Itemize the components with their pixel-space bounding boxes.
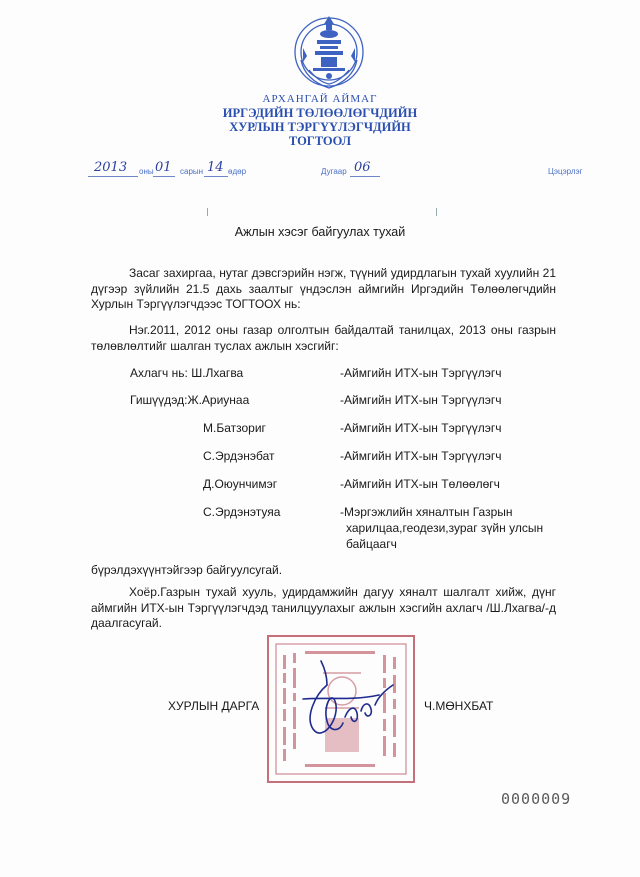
member-name: Д.Оюунчимэг bbox=[203, 477, 278, 491]
member-name: С.Эрдэнэбат bbox=[203, 449, 275, 463]
document-title: Ажлын хэсэг байгуулах тухай bbox=[234, 225, 406, 239]
member-role-line-2: харилцаа,геодези,зураг зүйн улсын bbox=[346, 521, 544, 535]
corner-mark-left bbox=[207, 208, 208, 216]
member-name: Гишүүдэд:Ж.Ариунаа bbox=[130, 393, 250, 407]
member-name: С.Эрдэнэтуяа bbox=[203, 505, 281, 519]
serial-number: 0000009 bbox=[501, 790, 572, 808]
member-role: -Аймгийн ИТХ-ын Тэргүүлэгч bbox=[340, 393, 502, 407]
place-label: Цэцэрлэг bbox=[548, 167, 583, 176]
member-role: -Аймгийн ИТХ-ын Тэргүүлэгч bbox=[340, 421, 502, 435]
composition-text: бүрэлдэхүүнтэйгээр байгуулсугай. bbox=[91, 563, 283, 577]
signatory-name: Ч.МӨНХБАТ bbox=[424, 699, 494, 713]
year-value: 2013 bbox=[94, 160, 128, 175]
month-value: 01 bbox=[155, 160, 172, 175]
handwritten-signature bbox=[283, 655, 403, 755]
header-document-type: ТОГТООЛ bbox=[288, 134, 352, 148]
number-value: 06 bbox=[354, 160, 371, 175]
signatory-position: ХУРЛЫН ДАРГА bbox=[168, 699, 260, 713]
member-name: М.Батзориг bbox=[203, 421, 266, 435]
year-label: оны bbox=[139, 167, 154, 176]
member-role-line-3: байцаагч bbox=[346, 537, 397, 551]
member-role: -Аймгийн ИТХ-ын Төлөөлөгч bbox=[340, 477, 500, 491]
item-one-paragraph: Нэг.2011, 2012 оны газар олголтын байдалтай танилцах, 2013 оны газрын төлөвлөлтийг шалган туслах ажлын хэсгийг: bbox=[91, 323, 556, 353]
header-line-2: ИРГЭДИЙН ТӨЛӨӨЛӨГЧДИЙН bbox=[222, 106, 418, 120]
member-role: -Аймгийн ИТХ-ын Тэргүүлэгч bbox=[340, 449, 502, 463]
member-role: -Аймгийн ИТХ-ын Тэргүүлэгч bbox=[340, 366, 502, 380]
member-name: Ахлагч нь: Ш.Лхагва bbox=[130, 366, 244, 380]
header-line-3: ХУРЛЫН ТЭРГҮҮЛЭГЧДИЙН bbox=[229, 120, 411, 134]
item-two-paragraph: Хоёр.Газрын тухай хууль, удирдамжийн дагуу хяналт шалгалт хийж, дүнг аймгийн ИТХ-ын Тэргүүлэгчдэд танилцуулахыг ажлын хэсгийн ахлагч /Ш.Лхагва/-д даалгасугай. bbox=[91, 585, 556, 630]
day-label: өдөр bbox=[228, 167, 247, 176]
number-label: Дугаар bbox=[321, 167, 347, 176]
state-emblem-icon bbox=[291, 10, 367, 92]
member-role: -Мэргэжлийн хяналтын Газрын bbox=[340, 505, 513, 519]
day-value: 14 bbox=[207, 160, 224, 175]
month-label: сарын bbox=[180, 167, 204, 176]
corner-mark-right bbox=[436, 208, 437, 216]
intro-paragraph: Засаг захиргаа, нутаг дэвсгэрийн нэгж, түүний удирдлагын тухай хуулийн 21 дүгээр зүйлийн 21.5 дахь заалтыг үндэслэн аймгийн Иргэдийн Төлөөлөгчдийн Хурлын Тэргүүлэгчдээс ТОГТООХ нь: bbox=[91, 266, 556, 311]
header-aimag: АРХАНГАЙ АЙМАГ bbox=[262, 93, 378, 105]
